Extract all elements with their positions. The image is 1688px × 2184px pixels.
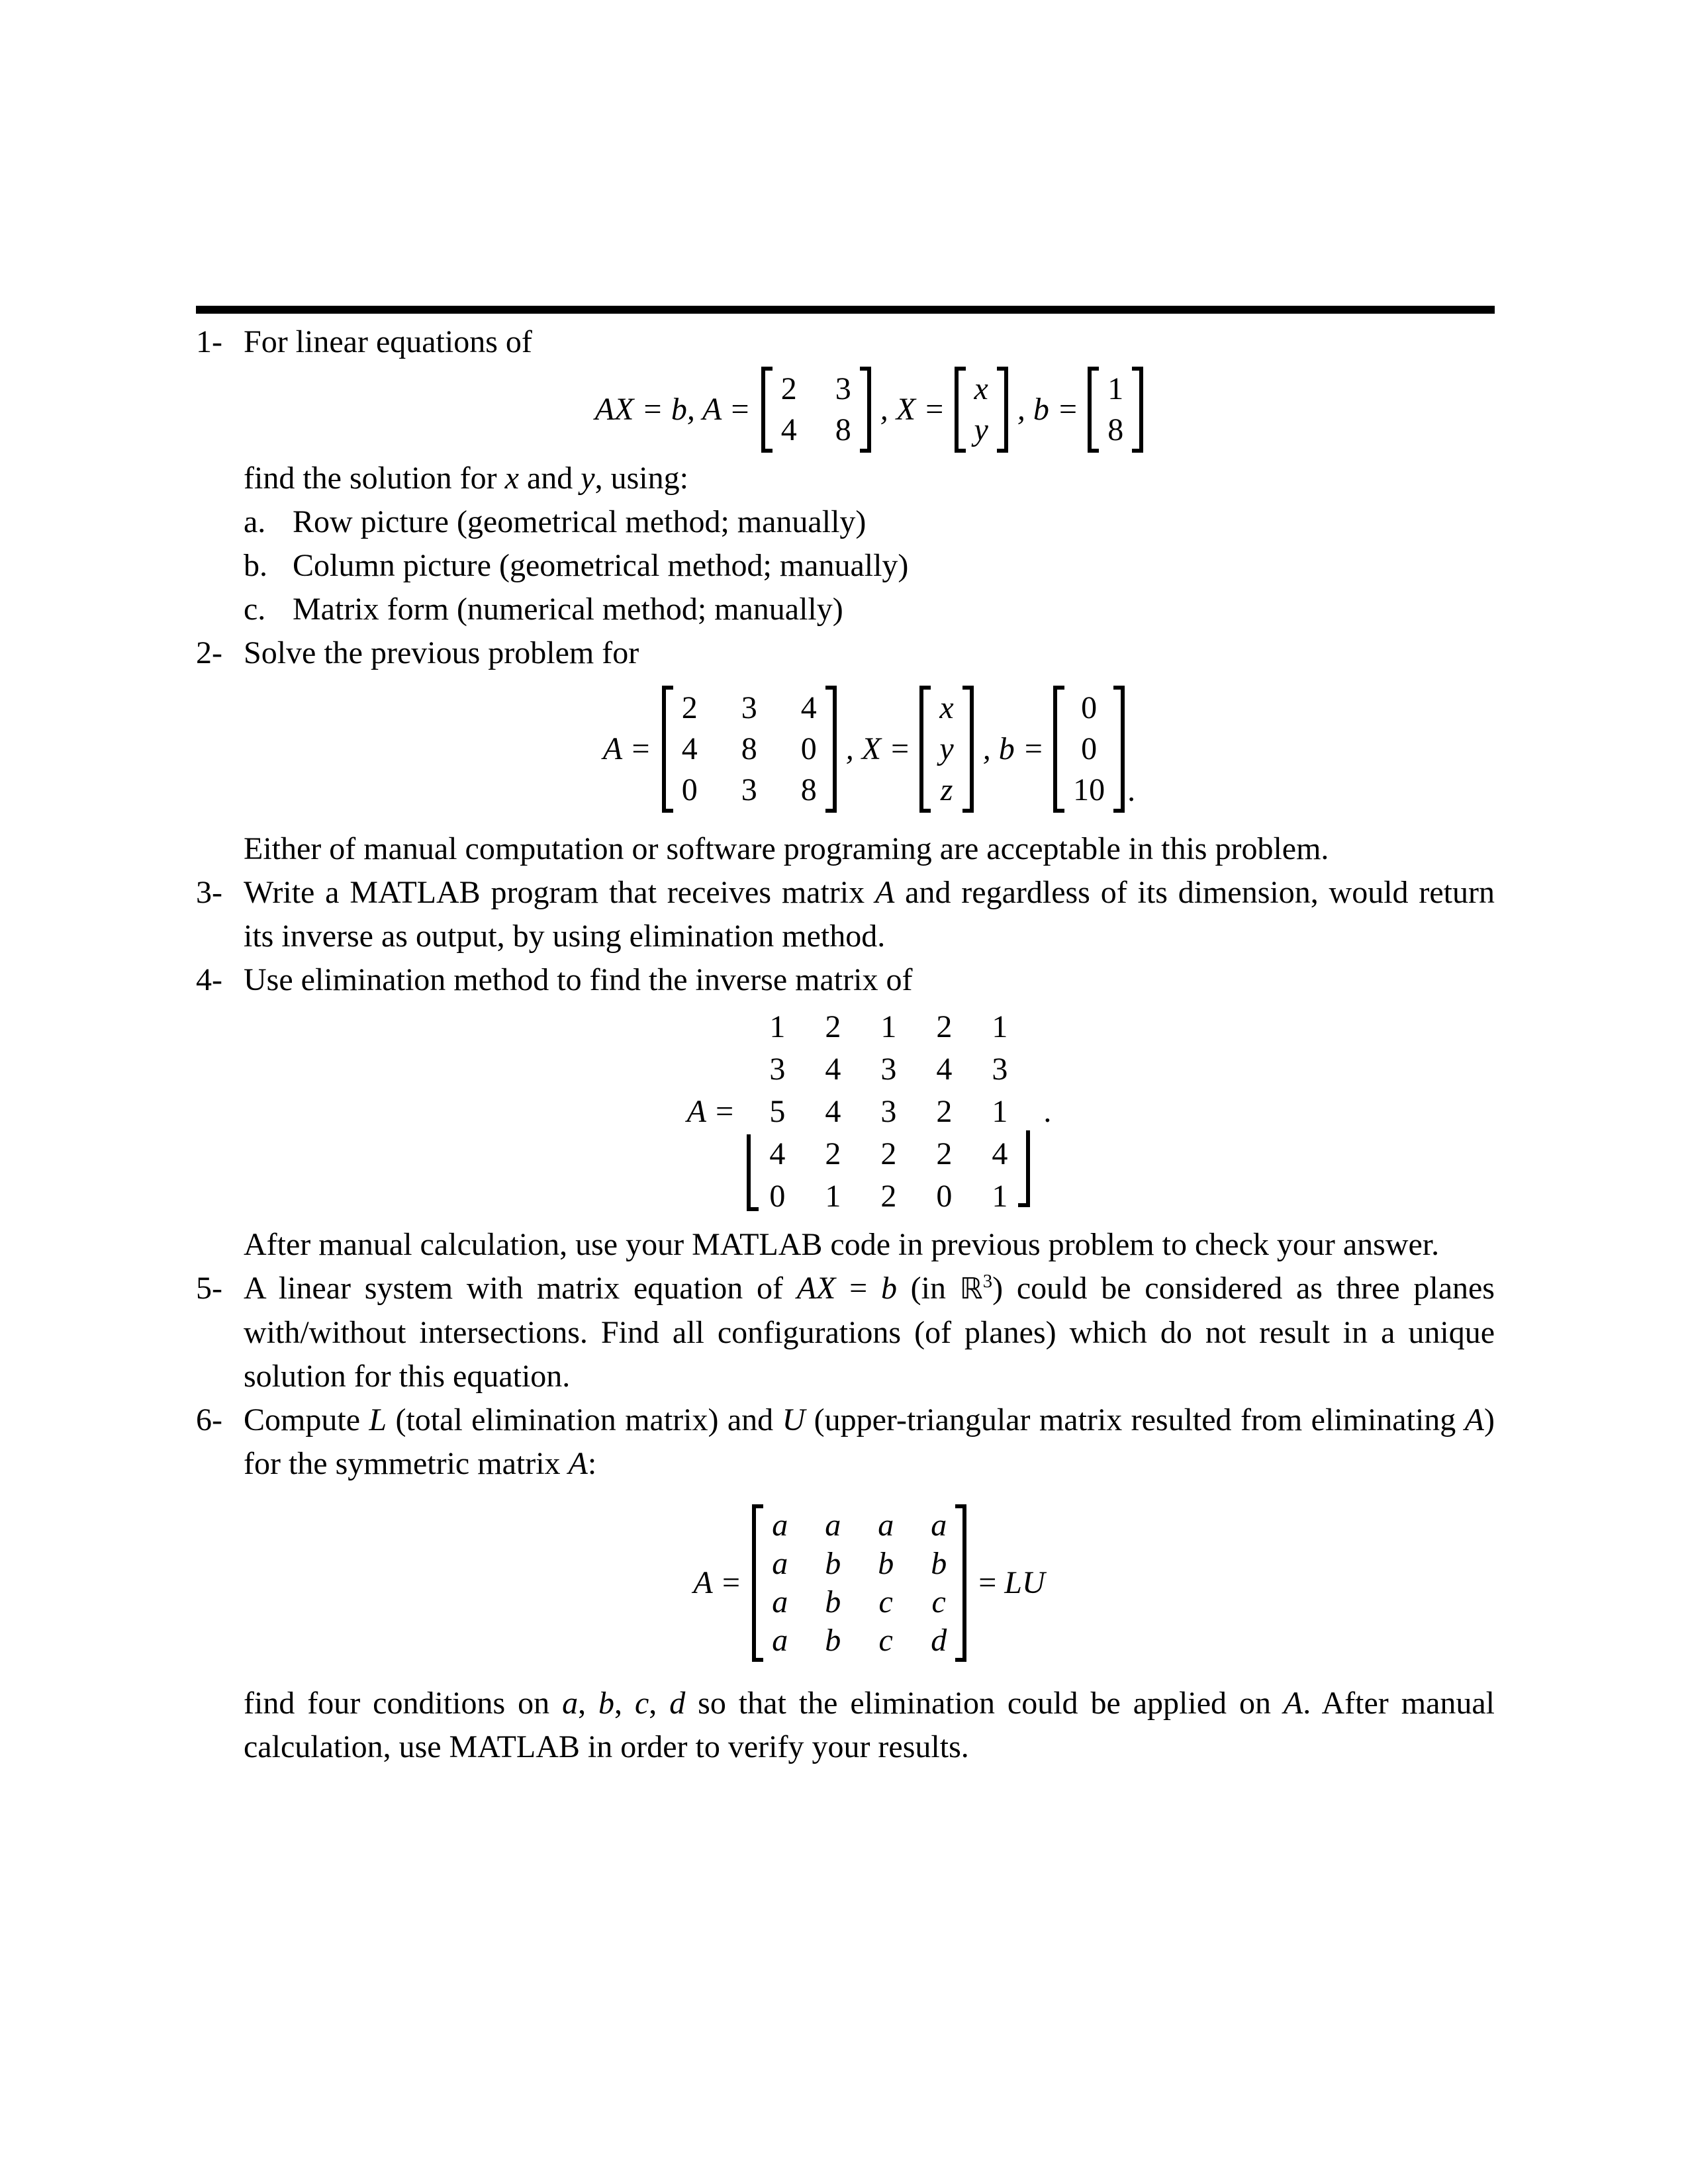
matrix-cell: z <box>940 772 953 807</box>
matrix-cell: 5 <box>769 1094 786 1129</box>
text-segment: and <box>518 461 581 496</box>
sub-item-c-label: c. <box>244 592 266 627</box>
matrix-cell: 3 <box>880 1094 897 1129</box>
matrix-cell: 4 <box>825 1052 841 1087</box>
matrix-grid <box>773 367 860 453</box>
equation-4-suffix <box>978 1561 1045 1605</box>
matrix-cell: 1 <box>992 1009 1008 1044</box>
matrix-cell: 2 <box>780 371 797 406</box>
text-segment: A <box>568 1446 588 1481</box>
matrix-cell: 8 <box>741 731 757 766</box>
text-segment: Write a MATLAB program that receives matrix <box>244 875 875 910</box>
matrix-cell: 8 <box>835 412 851 447</box>
problem-3 <box>196 871 1495 958</box>
matrix-cell: a <box>878 1508 894 1543</box>
text-segment: . After manual calculation, use MATLAB in order to verify your results. <box>244 1686 1495 1764</box>
problem-1-find-line <box>244 457 1495 500</box>
matrix-grid <box>966 367 997 453</box>
matrix-A-4x4 <box>752 1504 966 1662</box>
matrix-cell: 2 <box>825 1009 841 1044</box>
problem-2-number: 2- <box>196 635 222 670</box>
text-segment: A <box>1464 1402 1484 1437</box>
matrix-cell: 1 <box>769 1009 786 1044</box>
matrix-cell: 1 <box>825 1179 841 1214</box>
matrix-cell: c <box>878 1584 893 1619</box>
matrix-cell: y <box>974 412 988 447</box>
equation-1-mid1: , X = <box>880 392 945 427</box>
text-segment: A <box>874 875 895 910</box>
right-bracket <box>962 686 974 813</box>
matrix-cell: b <box>825 1546 841 1581</box>
left-bracket <box>1053 686 1064 813</box>
matrix-cell: 8 <box>1107 412 1124 447</box>
text-segment: , using: <box>594 461 688 496</box>
matrix-cell: 2 <box>825 1136 841 1171</box>
problem-5-number: 5- <box>196 1271 222 1306</box>
text-segment: ) for the symmetric matrix <box>244 1402 1495 1481</box>
text-segment: (upper-triangular matrix resulted from eliminating <box>805 1402 1465 1437</box>
problem-6-text <box>244 1398 1495 1486</box>
text-segment: = <box>835 1271 881 1306</box>
matrix-cell: 3 <box>741 772 757 807</box>
text-segment: A linear system with matrix equation of <box>244 1271 797 1306</box>
matrix-A-2x2 <box>761 367 871 453</box>
text-segment: so that the elimination could be applied on <box>685 1686 1284 1721</box>
matrix-grid <box>931 686 962 813</box>
matrix-cell: x <box>939 690 954 725</box>
text-segment: , <box>614 1686 635 1721</box>
right-bracket <box>860 367 871 453</box>
problem-2-note: Either of manual computation or software programing are acceptable in this problem. <box>244 831 1329 866</box>
text-segment: c <box>634 1686 649 1721</box>
equation-1-mid2: , b = <box>1017 392 1079 427</box>
problem-1-intro: For linear equations of <box>244 324 532 359</box>
sub-item-a <box>244 500 1495 544</box>
header-divider <box>196 306 1495 314</box>
matrix-cell: x <box>974 371 988 406</box>
text-segment: b <box>880 1271 897 1306</box>
text-segment: a <box>562 1686 579 1721</box>
equation-2-mid2: , b = <box>982 731 1045 766</box>
text-segment: , <box>649 1686 670 1721</box>
text-segment: U <box>782 1402 806 1437</box>
matrix-cell: b <box>878 1546 894 1581</box>
text-segment: y <box>581 461 595 496</box>
matrix-cell: 1 <box>992 1179 1008 1214</box>
matrix-cell: a <box>772 1546 788 1581</box>
partial-left-bracket <box>747 1134 759 1211</box>
matrix-cell: 3 <box>992 1052 1008 1087</box>
sub-item-b-text: Column picture (geometrical method; manually) <box>293 548 909 583</box>
matrix-cell: b <box>825 1623 841 1658</box>
matrix-cell: b <box>931 1546 947 1581</box>
text-segment: AX <box>796 1271 836 1306</box>
equation-4-prefix: A = <box>693 1565 742 1600</box>
matrix-cell: a <box>825 1508 841 1543</box>
matrix-cell: 4 <box>780 412 797 447</box>
matrix-cell: b <box>825 1584 841 1619</box>
matrix-cell: 2 <box>880 1136 897 1171</box>
problem-4-intro: Use elimination method to find the inverse matrix of <box>244 962 913 997</box>
problem-5-text <box>244 1267 1495 1398</box>
equation-2-prefix: A = <box>602 731 651 766</box>
left-bracket <box>761 367 773 453</box>
right-bracket <box>1113 686 1125 813</box>
text-segment: d <box>669 1686 686 1721</box>
vector-X-3 <box>919 686 973 813</box>
equation-3-prefix: A = <box>686 1094 735 1129</box>
sub-item-c-text: Matrix form (numerical method; manually) <box>293 592 843 627</box>
matrix-cell: 4 <box>800 690 817 725</box>
text-segment: = <box>978 1565 1005 1600</box>
text-segment: (in <box>896 1271 960 1306</box>
vector-b-3 <box>1053 686 1125 813</box>
right-bracket <box>825 686 837 813</box>
text-segment: L <box>369 1402 387 1437</box>
sub-item-a-label: a. <box>244 504 266 539</box>
matrix-cell: 0 <box>1081 731 1098 766</box>
matrix-cell: 3 <box>769 1052 786 1087</box>
matrix-cell: 0 <box>800 731 817 766</box>
text-segment: ) could be considered as three planes with/without intersections. Find all configurations (of planes) which do not result in a unique solution for this equation. <box>244 1271 1495 1394</box>
matrix-cell: 8 <box>800 772 817 807</box>
problem-4 <box>196 958 1495 1267</box>
matrix-cell: 3 <box>880 1052 897 1087</box>
text-segment: (total elimination matrix) and <box>387 1402 782 1437</box>
matrix-cell: 2 <box>936 1136 953 1171</box>
matrix-cell: 2 <box>681 690 698 725</box>
problem-1-number: 1- <box>196 324 222 359</box>
equation-1 <box>244 367 1495 453</box>
problem-2-body <box>244 631 1495 871</box>
problem-3-number: 3- <box>196 875 222 910</box>
problem-6 <box>196 1398 1495 1769</box>
matrix-cell: 1 <box>1107 371 1124 406</box>
left-bracket <box>919 686 931 813</box>
problem-2-intro: Solve the previous problem for <box>244 635 639 670</box>
sub-item-b <box>244 544 1495 588</box>
matrix-cell: 4 <box>825 1094 841 1129</box>
text-segment: find the solution for <box>244 461 505 496</box>
matrix-grid <box>1064 686 1113 813</box>
matrix-cell: 2 <box>936 1009 953 1044</box>
matrix-A-5x5 <box>745 1006 1031 1218</box>
left-bracket <box>752 1504 763 1662</box>
problem-1 <box>196 320 1495 631</box>
text-segment: and regardless of its dimension, would return its inverse as output, by using elimination method. <box>244 875 1495 954</box>
matrix-cell: c <box>878 1623 893 1658</box>
text-segment: A <box>1283 1686 1303 1721</box>
problem-4-note: After manual calculation, use your MATLAB code in previous problem to check your answer. <box>244 1227 1440 1262</box>
equation-3-period: . <box>1043 1094 1052 1129</box>
matrix-cell: 4 <box>681 731 698 766</box>
problem-6-note <box>244 1682 1495 1769</box>
matrix-cell: 3 <box>741 690 757 725</box>
matrix-cell: 4 <box>769 1136 786 1171</box>
problem-1-body <box>244 320 1495 631</box>
problem-4-number: 4- <box>196 962 222 997</box>
matrix-cell: 4 <box>936 1052 953 1087</box>
equation-2-period: . <box>1127 773 1136 808</box>
matrix-cell: a <box>772 1623 788 1658</box>
text-segment: LU <box>1004 1565 1045 1600</box>
matrix-cell: 2 <box>880 1179 897 1214</box>
sub-item-a-text: Row picture (geometrical method; manually) <box>293 504 867 539</box>
matrix-cell: 10 <box>1073 772 1105 807</box>
problem-4-body <box>244 958 1495 1267</box>
problem-5 <box>196 1267 1495 1398</box>
matrix-cell: y <box>939 731 954 766</box>
text-segment: ℝ <box>959 1272 983 1306</box>
matrix-cell: 4 <box>992 1136 1008 1171</box>
sub-item-b-label: b. <box>244 548 267 583</box>
left-bracket <box>955 367 966 453</box>
problem-3-text <box>244 871 1495 958</box>
matrix-cell: 2 <box>936 1094 953 1129</box>
text-segment: , <box>578 1686 599 1721</box>
matrix-cell: c <box>931 1584 946 1619</box>
matrix-cell: a <box>772 1508 788 1543</box>
text-segment: find four conditions on <box>244 1686 563 1721</box>
equation-2 <box>244 686 1495 813</box>
matrix-cell: a <box>931 1508 947 1543</box>
text-segment: 3 <box>982 1271 993 1292</box>
left-bracket <box>662 686 673 813</box>
equation-2-mid1: , X = <box>845 731 911 766</box>
text-segment: x <box>504 461 519 496</box>
equation-4 <box>244 1504 1495 1662</box>
partial-right-bracket <box>1018 1130 1030 1207</box>
matrix-cell: 0 <box>681 772 698 807</box>
sub-item-c <box>244 588 1495 631</box>
equation-3 <box>244 1006 1495 1218</box>
text-segment: : <box>587 1446 597 1481</box>
matrix-grid <box>745 1006 1031 1218</box>
matrix-grid <box>673 686 825 813</box>
matrix-cell: 0 <box>769 1179 786 1214</box>
matrix-cell: a <box>772 1584 788 1619</box>
text-segment: Compute <box>244 1402 369 1437</box>
matrix-cell: 0 <box>1081 690 1098 725</box>
problem-2 <box>196 631 1495 871</box>
matrix-grid <box>1099 367 1132 453</box>
problem-6-body <box>244 1398 1495 1769</box>
right-bracket <box>955 1504 966 1662</box>
matrix-A-3x3 <box>662 686 837 813</box>
matrix-grid <box>763 1504 955 1662</box>
right-bracket <box>1132 367 1143 453</box>
matrix-cell: 1 <box>992 1094 1008 1129</box>
matrix-cell: 1 <box>880 1009 897 1044</box>
vector-X-2 <box>955 367 1008 453</box>
text-segment: b <box>598 1686 615 1721</box>
equation-1-prefix: AX = b, A = <box>594 392 751 427</box>
problem-6-number: 6- <box>196 1402 222 1437</box>
vector-b-2 <box>1088 367 1143 453</box>
left-bracket <box>1088 367 1099 453</box>
matrix-cell: d <box>931 1623 947 1658</box>
matrix-cell: 3 <box>835 371 851 406</box>
right-bracket <box>997 367 1008 453</box>
matrix-cell: 0 <box>936 1179 953 1214</box>
